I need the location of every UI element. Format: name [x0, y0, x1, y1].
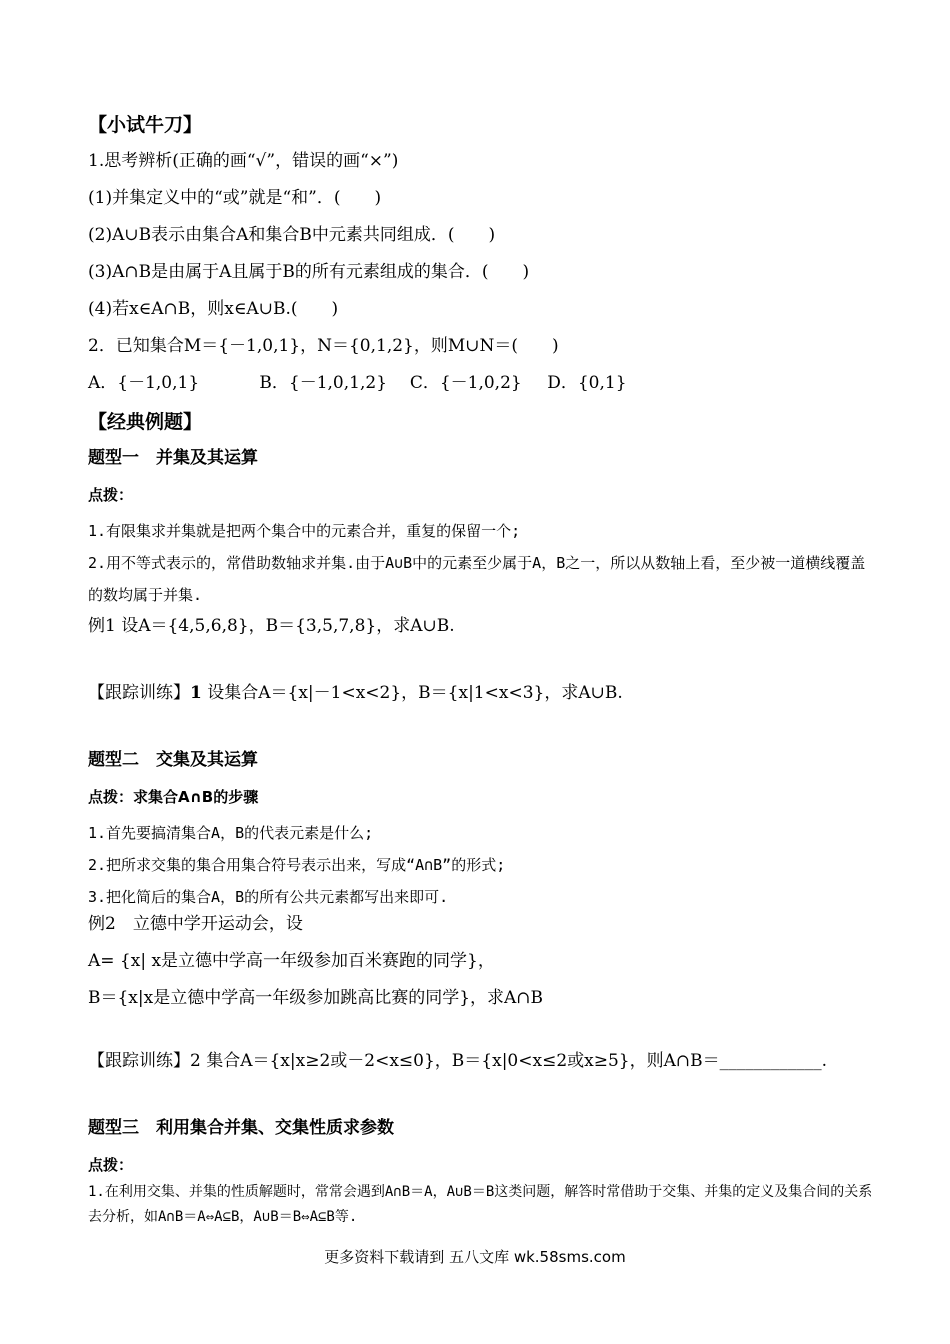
question-2: 2．已知集合M＝{－1,0,1}，N＝{0,1,2}，则M∪N＝( )	[88, 336, 559, 356]
type-2-title: 题型二 交集及其运算	[88, 750, 258, 770]
question-1-item-3: (3)A∩B是由属于A且属于B的所有元素组成的集合．( )	[88, 262, 530, 282]
example-2-line-2: A= {x| x是立德中学高一年级参加百米赛跑的同学}，	[88, 951, 495, 971]
type-1-tip-1: 1.有限集求并集就是把两个集合中的元素合并，重复的保留一个;	[88, 522, 521, 540]
example-2-line-1: 例2 立德中学开运动会，设	[88, 914, 303, 934]
section-title-warmup: 【小试牛刀】	[88, 114, 203, 136]
option-b: B．{－1,0,1,2}	[259, 373, 388, 393]
type-3-tip-label: 点拨：	[88, 1156, 134, 1174]
question-1-item-1: (1)并集定义中的“或”就是“和”．( )	[88, 188, 382, 208]
example-2-line-3: B＝{x|x是立德中学高一年级参加跳高比赛的同学}，求A∩B	[88, 988, 544, 1008]
question-1-item-2: (2)A∪B表示由集合A和集合B中元素共同组成．( )	[88, 225, 496, 245]
type-2-tip-2: 2.把所求交集的集合用集合符号表示出来，写成“A∩B”的形式;	[88, 856, 506, 874]
question-1-intro: 1.思考辨析(正确的画“√”，错误的画“×”)	[88, 151, 399, 171]
type-2-tip-1: 1.首先要搞清集合A，B的代表元素是什么;	[88, 824, 374, 842]
practice-1	[88, 682, 878, 719]
example-1: 例1 设A＝{4,5,6,8}，B＝{3,5,7,8}，求A∪B.	[88, 616, 455, 636]
page-footer: 更多资料下载请到 五八文库 wk.58sms.com	[324, 1248, 626, 1266]
question-1-item-4: (4)若x∈A∩B，则x∈A∪B.( )	[88, 299, 339, 319]
practice-1-number: 1	[190, 683, 202, 703]
practice-1-text: 设集合A＝{x|－1<x<2}，B＝{x|1<x<3}，求A∪B.	[201, 683, 623, 703]
type-2-tip-label: 点拨：求集合A∩B的步骤	[88, 788, 259, 806]
type-2-tip-3: 3.把化简后的集合A，B的所有公共元素都写出来即可.	[88, 888, 449, 906]
option-a: A．{－1,0,1}	[88, 373, 200, 393]
type-3-tip-1: 1.在利用交集、并集的性质解题时，常常会遇到A∩B＝A，A∪B＝B这类问题，解答时常借助于交集、并集的定义及集合间的关系去分析，如A∩B＝A⇔A⊆B，A∪B＝B⇔A⊆B等.	[88, 1184, 873, 1225]
document-body	[88, 112, 878, 1225]
type-1-tip-2: 2.用不等式表示的，常借助数轴求并集.由于A∪B中的元素至少属于A，B之一，所以从数轴上看，至少被一道横线覆盖的数均属于并集.	[88, 554, 866, 604]
option-d: D．{0,1}	[547, 373, 627, 393]
question-2-options	[88, 372, 878, 409]
type-1-tip-label: 点拨：	[88, 486, 134, 504]
type-3-title: 题型三 利用集合并集、交集性质求参数	[88, 1118, 394, 1138]
practice-1-prefix: 【跟踪训练】	[88, 683, 190, 703]
option-c: C．{－1,0,2}	[409, 373, 522, 393]
practice-2: 【跟踪训练】2 集合A＝{x|x≥2或－2<x≤0}，B＝{x|0<x≤2或x≥5}，则A∩B＝____________.	[88, 1051, 828, 1071]
section-title-examples: 【经典例题】	[88, 411, 203, 433]
type-1-title: 题型一 并集及其运算	[88, 448, 258, 468]
